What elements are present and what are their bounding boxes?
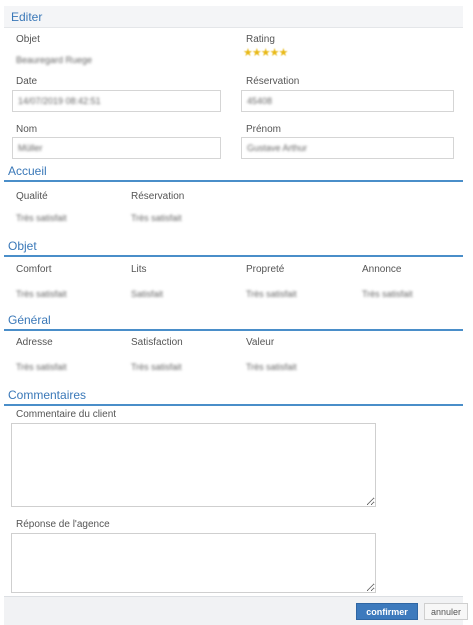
objet-comfort-value: Très satisfait bbox=[16, 289, 67, 299]
accueil-title: Accueil bbox=[8, 164, 47, 178]
nom-field[interactable] bbox=[12, 137, 221, 159]
edit-title: Editer bbox=[11, 10, 43, 24]
accueil-reservation-value: Très satisfait bbox=[131, 213, 182, 223]
date-label: Date bbox=[16, 76, 38, 87]
agency-response-textarea[interactable] bbox=[11, 533, 376, 593]
client-comment-textarea[interactable] bbox=[11, 423, 376, 507]
star-icon: ★★★★★ bbox=[243, 47, 288, 59]
cancel-button[interactable]: annuler bbox=[424, 603, 468, 620]
prenom-field[interactable] bbox=[241, 137, 454, 159]
accueil-reservation-label: Réservation bbox=[131, 191, 185, 202]
reservation-field[interactable] bbox=[241, 90, 454, 112]
general-satisfaction-value: Très satisfait bbox=[131, 362, 182, 372]
prenom-label: Prénom bbox=[246, 124, 282, 135]
accueil-qualite-value: Très satisfait bbox=[16, 213, 67, 223]
rating-label: Rating bbox=[246, 34, 275, 45]
edit-header bbox=[4, 6, 463, 28]
objet-comfort-label: Comfort bbox=[16, 264, 52, 275]
client-comment-label: Commentaire du client bbox=[16, 409, 117, 420]
date-value: 14/07/2019 08:42:51 bbox=[18, 96, 101, 106]
general-satisfaction-label: Satisfaction bbox=[131, 337, 183, 348]
general-valeur-label: Valeur bbox=[246, 337, 275, 348]
date-field[interactable] bbox=[12, 90, 221, 112]
objet-proprete-value: Très satisfait bbox=[246, 289, 297, 299]
agency-response-label: Réponse de l'agence bbox=[16, 519, 110, 530]
objet-annonce-label: Annonce bbox=[362, 264, 402, 275]
reservation-value: 45408 bbox=[247, 96, 273, 106]
section-objet bbox=[4, 239, 463, 257]
nom-label: Nom bbox=[16, 124, 38, 135]
commentaires-title: Commentaires bbox=[8, 388, 87, 402]
confirm-button[interactable]: confirmer bbox=[356, 603, 418, 620]
nom-value: Müller bbox=[18, 143, 43, 153]
rating-stars bbox=[243, 46, 287, 59]
objet-lits-value: Satisfait bbox=[131, 289, 164, 299]
objet-value: Beauregard Ruege bbox=[16, 55, 93, 65]
objet-label: Objet bbox=[16, 34, 40, 45]
objet-proprete-label: Propreté bbox=[246, 264, 285, 275]
general-title: Général bbox=[8, 313, 51, 327]
objet-section-title: Objet bbox=[8, 239, 37, 253]
section-general bbox=[4, 313, 463, 331]
general-adresse-label: Adresse bbox=[16, 337, 53, 348]
reservation-label: Réservation bbox=[246, 76, 300, 87]
objet-lits-label: Lits bbox=[131, 264, 147, 275]
section-commentaires bbox=[4, 387, 463, 406]
dialog-footer bbox=[4, 596, 463, 625]
general-valeur-value: Très satisfait bbox=[246, 362, 297, 372]
accueil-qualite-label: Qualité bbox=[16, 191, 48, 202]
prenom-value: Gustave Arthur bbox=[247, 143, 308, 153]
section-accueil bbox=[4, 164, 463, 182]
general-adresse-value: Très satisfait bbox=[16, 362, 67, 372]
objet-annonce-value: Très satisfait bbox=[362, 289, 413, 299]
